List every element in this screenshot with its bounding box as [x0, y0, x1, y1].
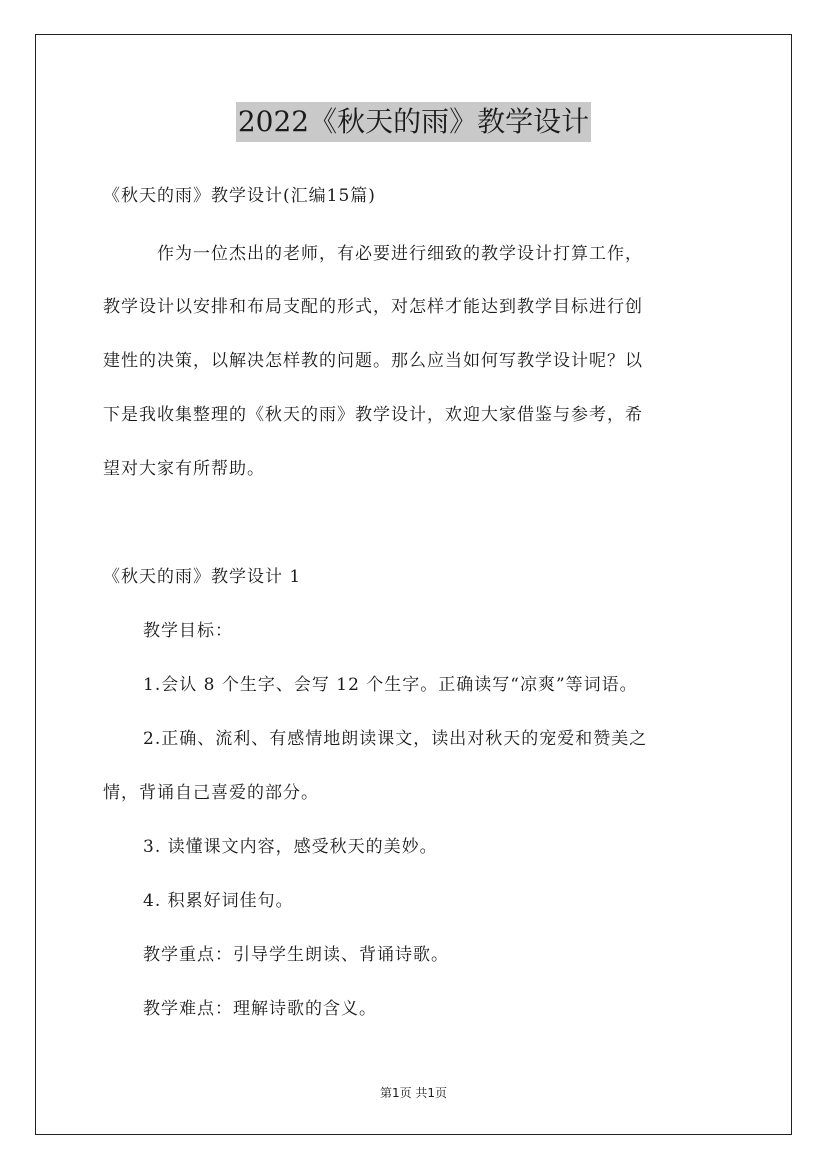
document-title: 2022《秋天的雨》教学设计 [236, 102, 591, 142]
goal-line: 2.正确、流利、有感情地朗读课文，读出对秋天的宠爱和赞美之 [143, 729, 648, 749]
intro-line: 建性的决策，以解决怎样教的问题。那么应当如何写教学设计呢？以 [103, 351, 643, 371]
goal-line: 3. 读懂课文内容，感受秋天的美妙。 [143, 837, 438, 857]
difficulty: 教学难点：理解诗歌的含义。 [143, 999, 377, 1019]
goal-line: 情，背诵自己喜爱的部分。 [103, 783, 319, 803]
intro-line: 作为一位杰出的老师，有必要进行细致的教学设计打算工作， [157, 244, 643, 264]
goal-line: 1.会认 8 个生字、会写 12 个生字。正确读写“凉爽”等词语。 [143, 675, 638, 695]
section-heading: 《秋天的雨》教学设计 1 [103, 567, 302, 587]
goal-line: 4. 积累好词佳句。 [143, 891, 294, 911]
document-subtitle: 《秋天的雨》教学设计(汇编15篇) [103, 186, 376, 206]
intro-line: 教学设计以安排和布局支配的形式，对怎样才能达到教学目标进行创 [103, 297, 643, 317]
intro-line: 望对大家有所帮助。 [103, 459, 265, 479]
title-container [0, 102, 827, 142]
key-point: 教学重点：引导学生朗读、背诵诗歌。 [143, 945, 449, 965]
page-footer: 第1页 共1页 [379, 1086, 448, 1100]
intro-line: 下是我收集整理的《秋天的雨》教学设计，欢迎大家借鉴与参考，希 [103, 405, 643, 425]
goals-heading: 教学目标： [143, 621, 233, 641]
